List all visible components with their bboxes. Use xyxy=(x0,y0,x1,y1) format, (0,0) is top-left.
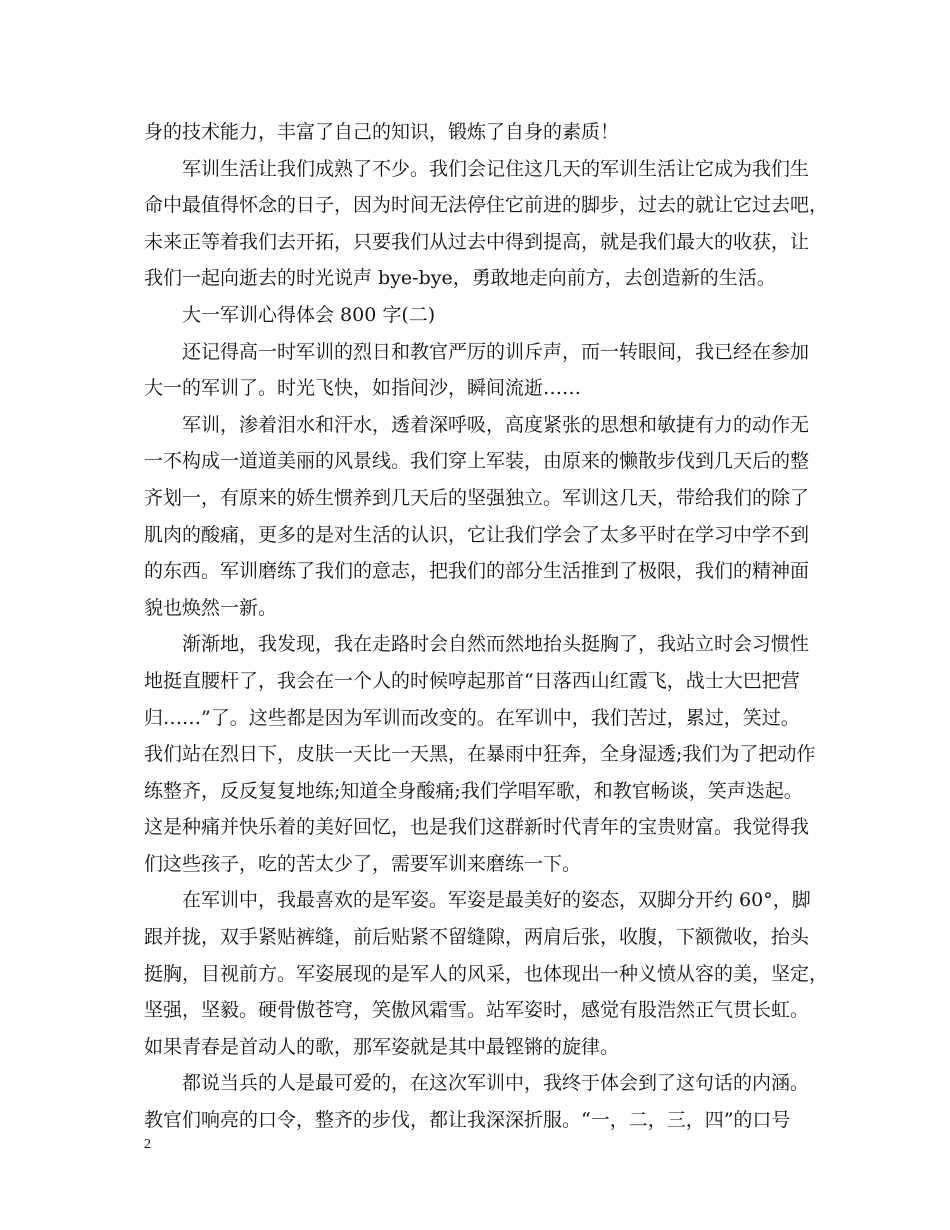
text-line: 跟并拢，双手紧贴裤缝，前后贴紧不留缝隙，两肩后张，收腹，下额微收，抬头 xyxy=(144,926,810,949)
text-line: 齐划一，有原来的娇生惯养到几天后的坚强独立。军训这几天，带给我们的除了 xyxy=(144,486,810,509)
text-line: 我们一起向逝去的时光说声 bye-bye，勇敢地走向前方，去创造新的生活。 xyxy=(144,267,776,290)
text-line: 我们站在烈日下，皮肤一天比一天黑，在暴雨中狂奔，全身湿透;我们为了把动作 xyxy=(144,743,816,766)
text-line: 的东西。军训磨练了我们的意志，把我们的部分生活推到了极限，我们的精神面 xyxy=(144,560,810,583)
text-line: 挺胸，目视前方。军姿展现的是军人的风采，也体现出一种义愤从容的美，坚定， xyxy=(144,962,829,985)
text-line: 肌肉的酸痛，更多的是对生活的认识，它让我们学会了太多平时在学习中学不到 xyxy=(144,523,810,546)
paragraph-start-line: 都说当兵的人是最可爱的，在这次军训中，我终于体会到了这句话的内涵。 xyxy=(182,1072,810,1095)
text-line: 大一的军训了。时光飞快，如指间沙，瞬间流逝…… xyxy=(144,377,582,400)
text-line: 身的技术能力，丰富了自己的知识，锻炼了自身的素质！ xyxy=(144,121,620,143)
paragraph-start-line: 在军训中，我最喜欢的是军姿。军姿是最美好的姿态，双脚分开约 60°，脚 xyxy=(182,889,811,912)
text-line: 这是种痛并快乐着的美好回忆，也是我们这群新时代青年的宝贵财富。我觉得我 xyxy=(144,816,810,839)
paragraph-start-line: 军训生活让我们成熟了不少。我们会记住这几天的军训生活让它成为我们生 xyxy=(182,157,810,180)
section-heading: 大一军训心得体会 800 字(二) xyxy=(182,303,436,326)
paragraph-start-line: 渐渐地，我发现，我在走路时会自然而然地抬头挺胸了，我站立时会习惯性 xyxy=(182,633,810,656)
text-line: 未来正等着我们去开拓，只要我们从过去中得到提高，就是我们最大的收获，让 xyxy=(144,230,810,253)
text-line: 练整齐，反反复复地练;知道全身酸痛;我们学唱军歌，和教官畅谈，笑声迭起。 xyxy=(144,779,803,802)
text-line: 教官们响亮的口令，整齐的步伐，都让我深深折服。“一，二，三，四”的口号 xyxy=(144,1109,791,1132)
text-line: 归……”了。这些都是因为军训而改变的。在军训中，我们苦过，累过，笑过。 xyxy=(144,706,800,729)
text-line: 命中最值得怀念的日子，因为时间无法停住它前进的脚步，过去的就让它过去吧， xyxy=(144,194,829,217)
text-line: 一不构成一道道美丽的风景线。我们穿上军装，由原来的懒散步伐到几天后的整 xyxy=(144,450,810,473)
text-line: 坚强，坚毅。硬骨傲苍穹，笑傲风霜雪。站军姿时，感觉有股浩然正气贯长虹。 xyxy=(144,999,810,1022)
body-text xyxy=(144,114,829,1139)
paragraph-start-line: 军训，渗着泪水和汗水，透着深呼吸，高度紧张的思想和敏捷有力的动作无 xyxy=(182,413,810,436)
text-line: 貌也焕然一新。 xyxy=(144,596,278,619)
text-line: 如果青春是首动人的歌，那军姿就是其中最铿锵的旋律。 xyxy=(144,1035,620,1058)
paragraph-start-line: 还记得高一时军训的烈日和教官严厉的训斥声，而一转眼间，我已经在参加 xyxy=(182,340,810,363)
text-line: 们这些孩子，吃的苦太少了，需要军训来磨练一下。 xyxy=(144,852,582,875)
text-line: 地挺直腰杆了，我会在一个人的时候哼起那首“日落西山红霞飞，战士大巴把营 xyxy=(144,669,800,692)
page-number: 2 xyxy=(144,1137,151,1152)
